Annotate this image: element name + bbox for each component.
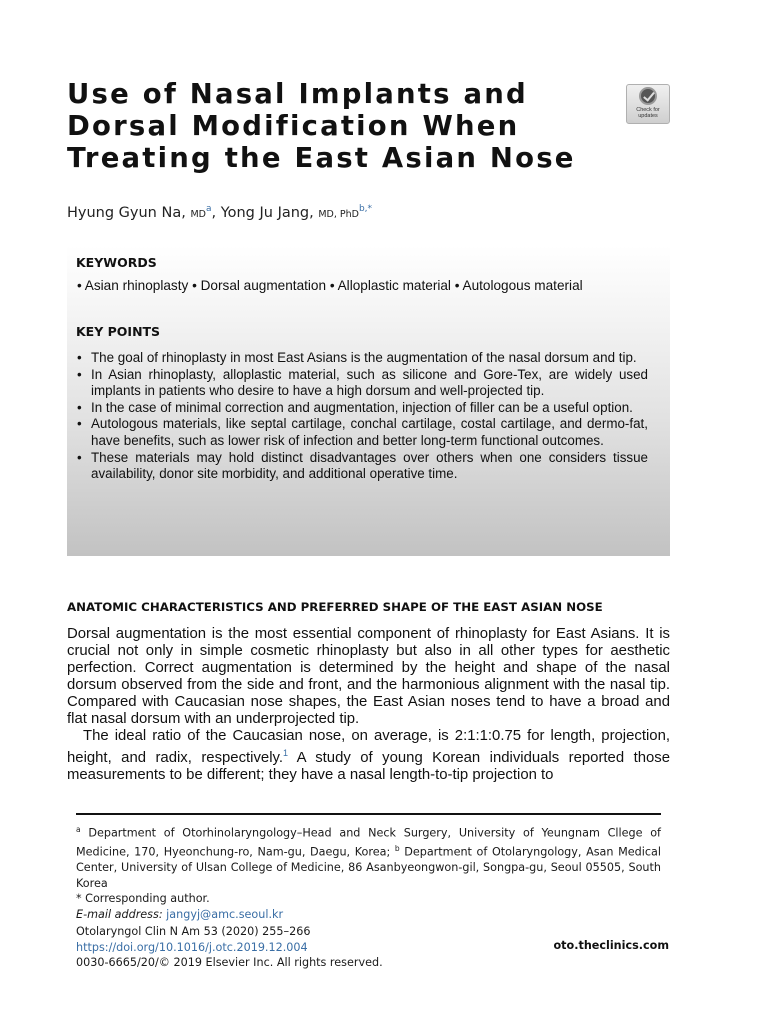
- email-label: E-mail address:: [76, 907, 163, 921]
- keywords-list: • Asian rhinoplasty • Dorsal augmentation • Alloplastic material • Autologous material: [77, 278, 583, 293]
- affiliation-marker[interactable]: b,*: [358, 204, 373, 214]
- email-line: [76, 907, 661, 922]
- body-paragraph: [67, 728, 670, 784]
- body-paragraph: Dorsal augmentation is the most essential component of rhinoplasty for East Asians. It is crucial not only in simple cosmetic rhinoplasty but also in all other types for aesthetic perfection. Correct augmentation is determined by the height and shape of the nasal dorsum observed from the side and front, and the harmonious alignment with the nasal tip. Compared with Caucasian nose shapes, the East Asian noses tend to have a broad and flat nasal dorsum with an underprojected tip.: [67, 626, 670, 727]
- key-points-heading: KEY POINTS: [76, 324, 161, 339]
- title-line: Use of Nasal Implants and: [67, 78, 528, 110]
- affiliations: [76, 822, 661, 891]
- author-degree: MD, PhD: [318, 208, 359, 220]
- copyright: 0030-6665/20/© 2019 Elsevier Inc. All rights reserved.: [76, 956, 383, 970]
- affiliation-text: Department of Otolaryngology, Asan Medical Center, University of Ulsan College of Medicine, 86 Asanbyeongwon-gil, Songpa-gu, Seoul 05505, South Korea: [76, 845, 661, 890]
- body-text: [67, 626, 670, 784]
- author-separator: ,: [211, 204, 217, 221]
- affiliation-marker: a: [76, 825, 81, 834]
- affiliation-text: Department of Otorhinolaryngology–Head and Neck Surgery, University of Yeungnam Cllege of Medicine, 170, Hyeonchung-ro, Nam-gu, Daegu, Korea;: [76, 826, 661, 859]
- footnotes: [76, 822, 661, 922]
- badge-text: Check for updates: [636, 107, 660, 119]
- key-point-item: • Autologous materials, like septal cartilage, conchal cartilage, costal cartilage, and dermo-fat, have benefits, such as lower risk of infection and better long-term functional outcomes.: [77, 416, 648, 449]
- title-line: Treating the East Asian Nose: [67, 142, 576, 174]
- author-name: Yong Ju Jang,: [220, 204, 314, 221]
- article-title: [67, 78, 607, 174]
- body-text-run: The ideal ratio of the Caucasian nose, on average, is 2:1:1:0.75 for length, projection, height, and radix, respectively.: [67, 728, 670, 766]
- author-line: [67, 204, 372, 221]
- key-point-item: • In the case of minimal correction and augmentation, injection of filler can be a useful option.: [77, 400, 648, 417]
- journal-website[interactable]: oto.theclinics.com: [553, 939, 669, 952]
- title-line: Dorsal Modification When: [67, 110, 520, 142]
- affiliation-marker: b: [394, 844, 400, 854]
- doi-link[interactable]: https://doi.org/10.1016/j.otc.2019.12.004: [76, 940, 308, 954]
- author-degree: MD: [190, 208, 206, 220]
- key-point-item: • These materials may hold distinct disadvantages over others when one considers tissue availability, donor site morbidity, and additional operative time.: [77, 450, 648, 483]
- key-points-list: [77, 350, 648, 483]
- affiliation-marker[interactable]: a: [205, 204, 212, 214]
- author-name: Hyung Gyun Na,: [67, 204, 186, 221]
- key-point-item: • The goal of rhinoplasty in most East Asians is the augmentation of the nasal dorsum and tip.: [77, 350, 648, 367]
- footnote-divider: [76, 813, 661, 815]
- check-for-updates-badge[interactable]: [626, 84, 670, 124]
- keywords-heading: KEYWORDS: [76, 255, 157, 270]
- body-text-run: A study of young Korean individuals reported those measurements to be different; they have a nasal length-to-tip projection to: [67, 749, 670, 783]
- key-point-item: • In Asian rhinoplasty, alloplastic material, such as silicone and Gore-Tex, are widely used implants in patients who desire to have a high dorsum and well-projected tip.: [77, 367, 648, 400]
- corresponding-author: * Corresponding author.: [76, 892, 210, 906]
- check-for-updates-icon: [639, 87, 657, 105]
- section-heading: ANATOMIC CHARACTERISTICS AND PREFERRED SHAPE OF THE EAST ASIAN NOSE: [67, 600, 603, 614]
- reference-link[interactable]: 1: [283, 748, 289, 758]
- citation: Otolaryngol Clin N Am 53 (2020) 255–266: [76, 925, 311, 938]
- email-link[interactable]: jangyj@amc.seoul.kr: [166, 907, 284, 921]
